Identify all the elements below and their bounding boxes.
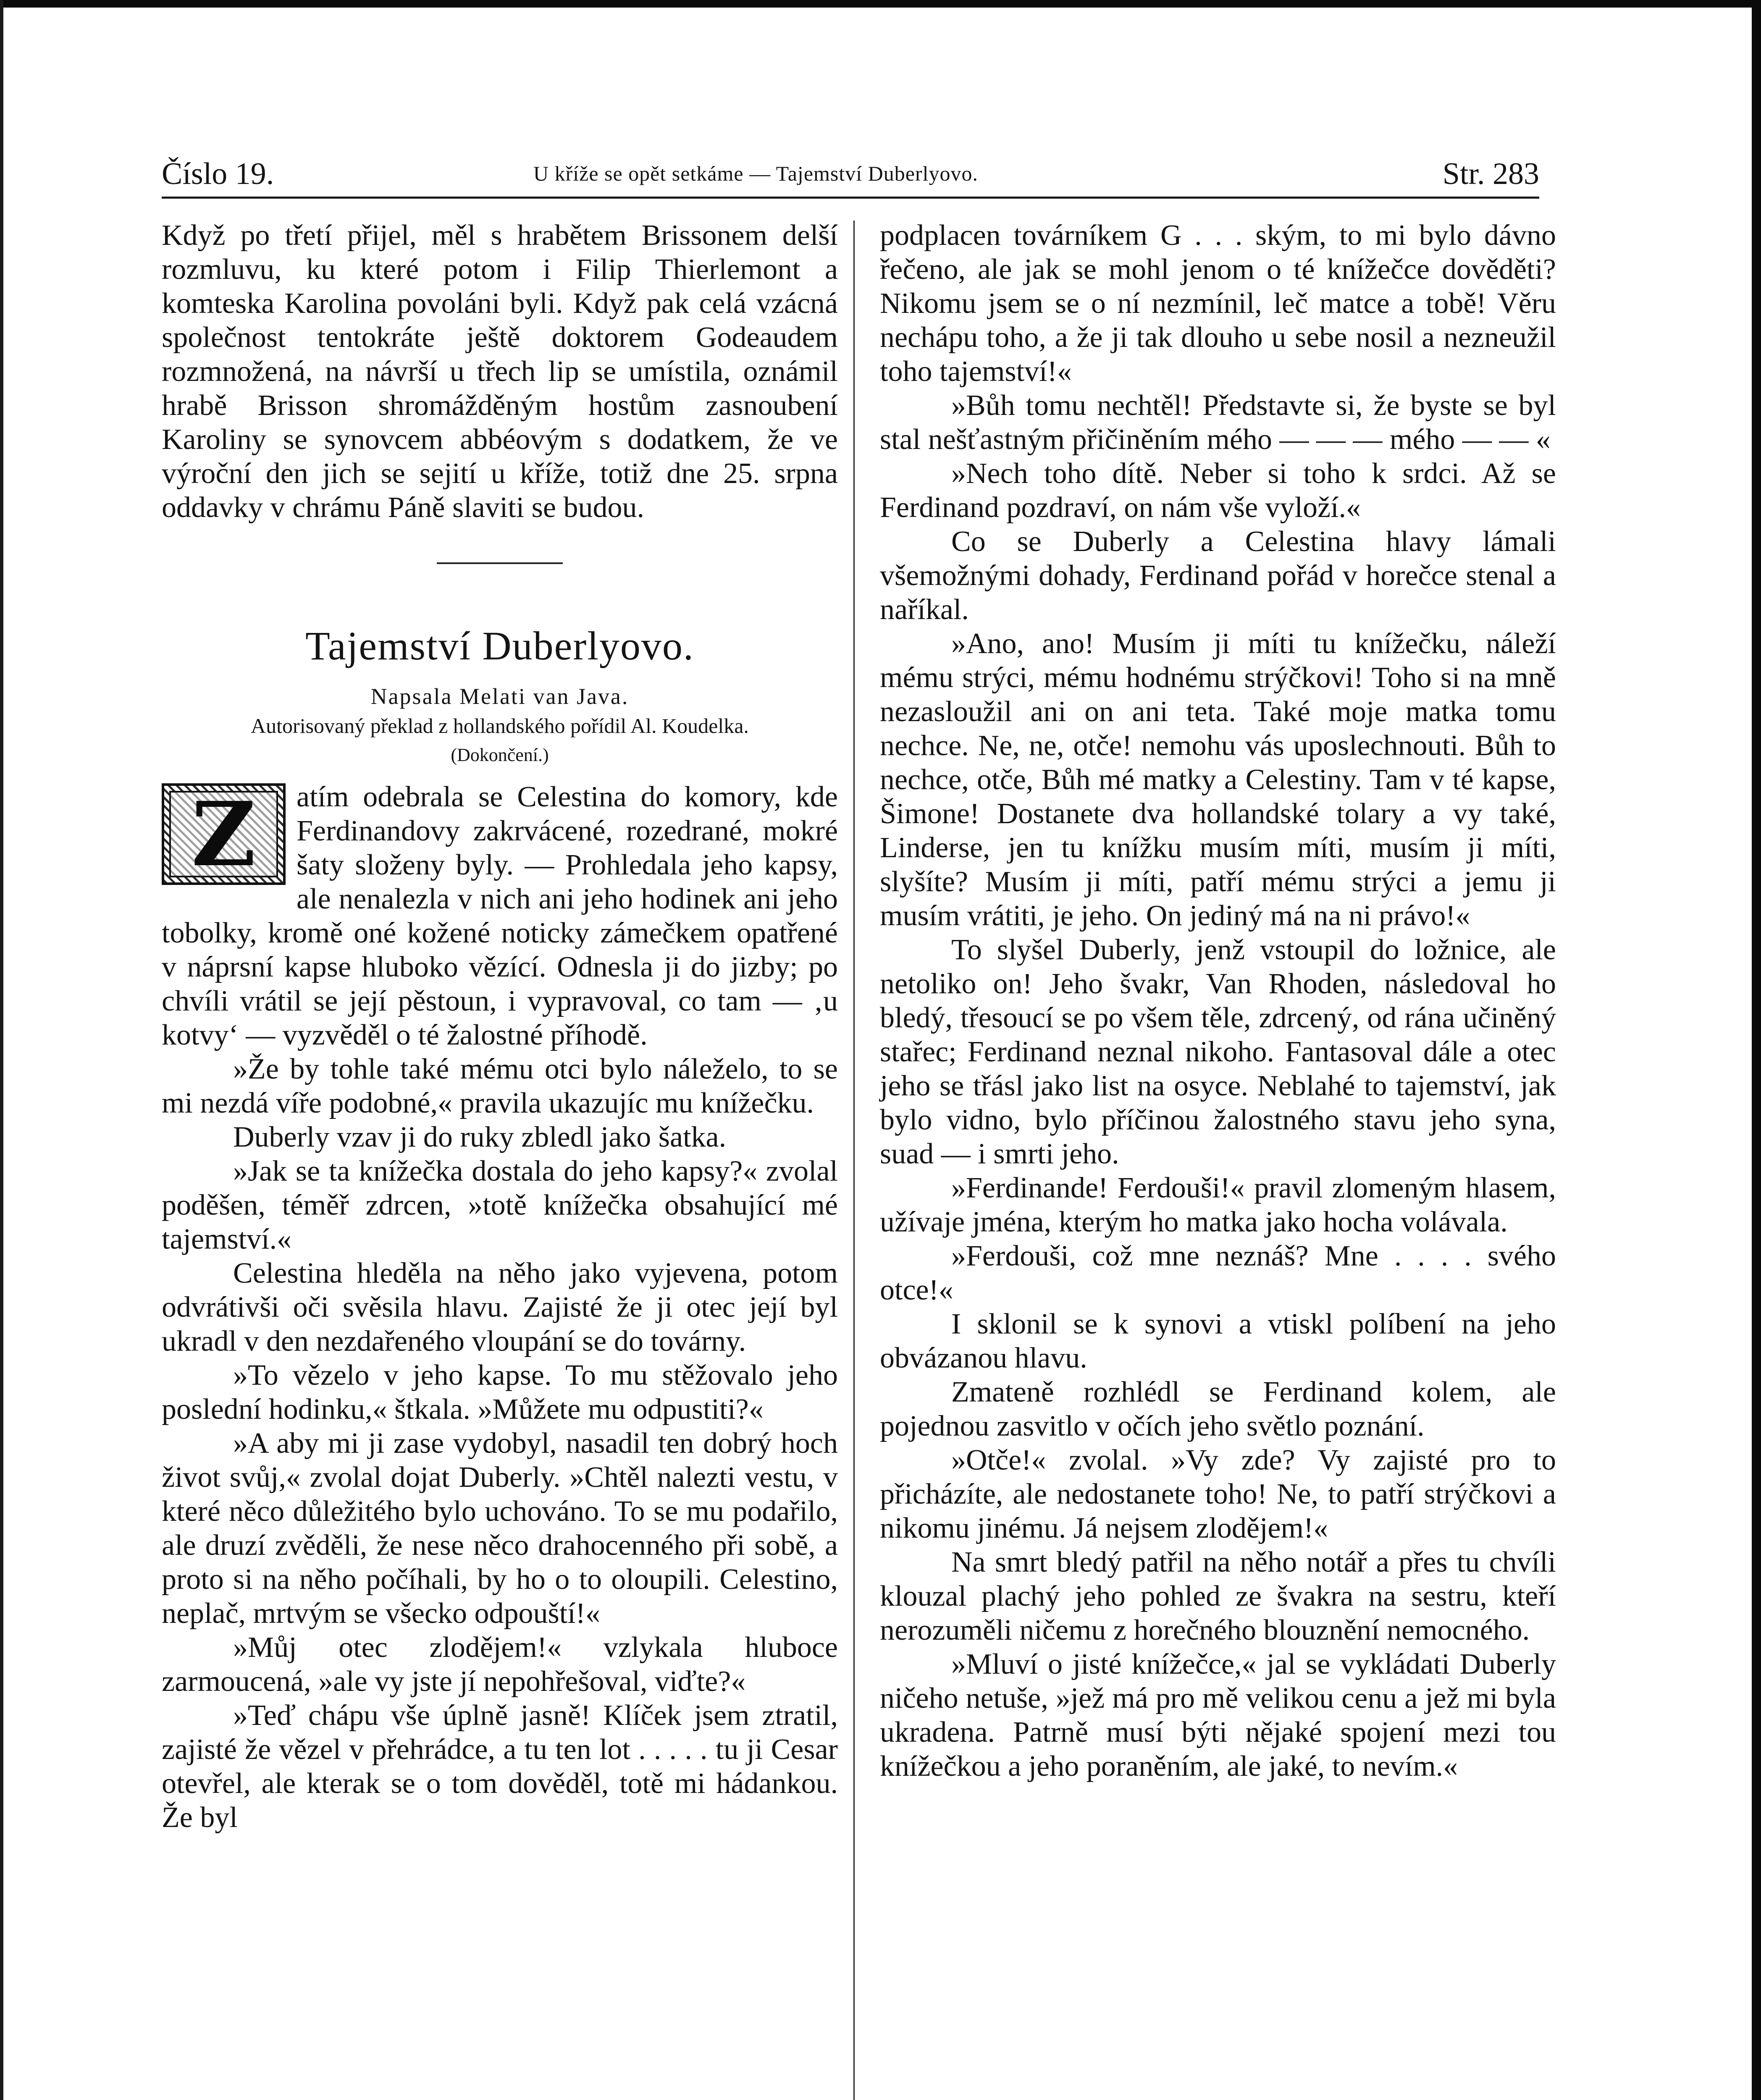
paragraph: »Ano, ano! Musím ji míti tu knížečku, náleží mému strýci, mému hodnému strýčkovi! Toho si na mně nezasloužil ani on ani teta. Také moje matka tomu nechce. Ne, ne, otče! nemohu vás uposlechnouti. Bůh to nechce, otče, Bůh mé matky a Celestiny. Tam v té kapse, Šimone! Dostanete dva hollandské tolary a vy také, Linderse, jen tu knížku musím míti, musím ji míti, slyšíte? Musím ji míti, patří mému strýci a jemu ji musím vrátiti, je jeho. On jediný má na ni právo!«	[880, 627, 1556, 932]
paragraph: Celestina hleděla na něho jako vyjevena, potom odvrátivši oči svěsila hlavu. Zajisté že ji otec její byl ukradl v den nezdařeného vloupání se do továrny.	[162, 1257, 838, 1357]
article-title: Tajemství Duberlyovo.	[305, 623, 694, 668]
intro-paragraph: Když po třetí přijel, měl s hrabětem Brissonem delší rozmluvu, ku které potom i Filip Thierlemont a komteska Karolina povoláni byli. Když pak celá vzácná společnost tentokráte ještě doktorem Godeaudem rozmnožená, na návrší u třech lip se umístila, oznámil hrabě Brisson shromážděným hostům zasnoubení Karoliny se synovcem abbéovým s dodatkem, že ve výroční den jich se sejití u kříže, totiž dne 25. srpna oddavky v chrámu Páně slaviti se budou.	[162, 219, 838, 524]
column-divider	[853, 220, 855, 2100]
header-rule	[162, 197, 1539, 199]
paragraph: »Ferdinande! Ferdouši!« pravil zlomeným hlasem, užívaje jména, kterým ho matka jako hocha volávala.	[880, 1172, 1556, 1238]
paragraph: »Otče!« zvolal. »Vy zde? Vy zajisté pro to přicházíte, ale nedostanete toho! Ne, to patří strýčkovi a nikomu jinému. Já nejsem zlodějem!«	[880, 1444, 1556, 1544]
issue-number: Číslo 19.	[162, 157, 274, 191]
paragraph: podplacen továrníkem G . . . ským, to mi bylo dávno řečeno, ale jak se mohl jenom o té knížečce dověděti? Nikomu jsem se o ní nezmínil, leč matce a tobě! Věru nechápu toho, a že ji tak dlouho u sebe nosil a nezneužil toho tajemství!«	[880, 219, 1556, 388]
paragraph: »A aby mi ji zase vydobyl, nasadil ten dobrý hoch život svůj,« zvolal dojat Duberly. »Chtěl nalezti vestu, v které něco důležitého bylo uchováno. To se mu podařilo, ale druzí zvěděli, že nese něco drahocenného při sobě, a proto si na něho počíhali, by ho o to oloupili. Celestino, neplač, mrtvým se všecko odpouští!«	[162, 1427, 838, 1630]
paragraph: »Že by tohle také mému otci bylo náleželo, to se mi nezdá víře podobné,« pravila ukazujíc mu knížečku.	[162, 1053, 838, 1119]
paragraph: »Mluví o jisté knížečce,« jal se vykládati Duberly ničeho netuše, »jež má pro mě velikou cenu a jež mi byla ukradena. Patrně musí býti nějaké spojení mezi tou knížečkou a jeho poraněním, ale jaké, to nevím.«	[880, 1648, 1556, 1782]
running-header	[162, 156, 1539, 194]
scan-edge-left	[0, 0, 3, 2100]
paragraph: »Nech toho dítě. Neber si toho k srdci. Až se Ferdinand pozdraví, on nám vše vyloží.«	[880, 457, 1556, 524]
paragraph: »Ferdouši, což mne neznáš? Mne . . . . svého otce!«	[880, 1240, 1556, 1306]
page-number: Str. 283	[1442, 157, 1539, 191]
paragraph: I sklonil se k synovi a vtiskl políbení na jeho obvázanou hlavu.	[880, 1308, 1556, 1374]
article-continuation: (Dokončení.)	[451, 745, 549, 765]
paragraph: »Bůh tomu nechtěl! Představte si, že byste se byl stal nešťastným přičiněním mého — — — mého — — «	[880, 389, 1556, 456]
running-title: U kříže se opět setkáme — Tajemství Duberlyovo.	[533, 162, 978, 185]
paragraph: Duberly vzav ji do ruky zbledl jako šatka.	[233, 1121, 727, 1153]
dropcap-letter: Z	[191, 782, 256, 886]
paragraph: »Jak se ta knížečka dostala do jeho kapsy?« zvolal poděšen, téměř zdrcen, »totě knížečka obsahující mé tajemství.«	[162, 1155, 838, 1255]
right-column	[880, 218, 1556, 1783]
paragraph: Na smrt bledý patřil na něho notář a přes tu chvíli klouzal plachý jeho pohled ze švakra na sestru, kteří nerozuměli ničemu z horečného blouznění nemocného.	[880, 1546, 1556, 1646]
paragraph: »Teď chápu vše úplně jasně! Klíček jsem ztratil, zajisté že vězel v přehrádce, a tu ten lot . . . . . tu ji Cesar otevřel, ale kterak se o tom dověděl, totě mi hádankou. Že byl	[162, 1699, 838, 1834]
section-separator	[437, 562, 563, 564]
left-column	[162, 218, 838, 1835]
article-credit: Autorisovaný překlad z hollandského pořídil Al. Koudelka.	[251, 714, 749, 738]
paragraph: Zmateně rozhlédl se Ferdinand kolem, ale pojednou zasvitlo v očích jeho světlo poznání.	[880, 1376, 1556, 1442]
paragraph: »To vězelo v jeho kapse. To mu stěžovalo jeho poslední hodinku,« štkala. »Můžete mu odpustiti?«	[162, 1359, 838, 1425]
paragraph: atím odebrala se Celestina do komory, kde Ferdinandovy zakrvácené, rozedrané, mokré šaty složeny byly. — Prohledala jeho kapsy, ale nenalezla v nich ani jeho hodinek ani jeho tobolky, kromě oné kožené noticky zámečkem opatřené v náprsní kapse hluboko vězící. Odnesla ji do jizby; po chvíli vrátil se její pěstoun, i vypravoval, co tam — ‚u kotvy‘ — vyzvěděl o té žalostné příhodě.	[162, 781, 838, 1051]
paragraph: »Můj otec zlodějem!« vzlykala hluboce zarmoucená, »ale vy jste jí nepohřešoval, viďte?«	[162, 1631, 838, 1698]
paragraph: Co se Duberly a Celestina hlavy lámali všemožnými dohady, Ferdinand pořád v horečce stenal a naříkal.	[880, 525, 1556, 626]
scan-edge-top	[0, 0, 1761, 8]
dropcap-ornament-icon	[162, 783, 286, 885]
article-author: Napsala Melati van Java.	[370, 684, 629, 709]
paragraph: To slyšel Duberly, jenž vstoupil do ložnice, ale netoliko on! Jeho švakr, Van Rhoden, následoval ho bledý, třesoucí se po všem těle, zdrcený, od rána učiněný stařec; Ferdinand neznal nikoho. Fantasoval dále a otec jeho se třásl jako list na osyce. Neblahé to tajemství, jak bylo vidno, bylo příčinou žalostného stavu jeho syna, suad — i smrti jeho.	[880, 934, 1556, 1170]
scan-edge-right	[1752, 0, 1761, 2100]
